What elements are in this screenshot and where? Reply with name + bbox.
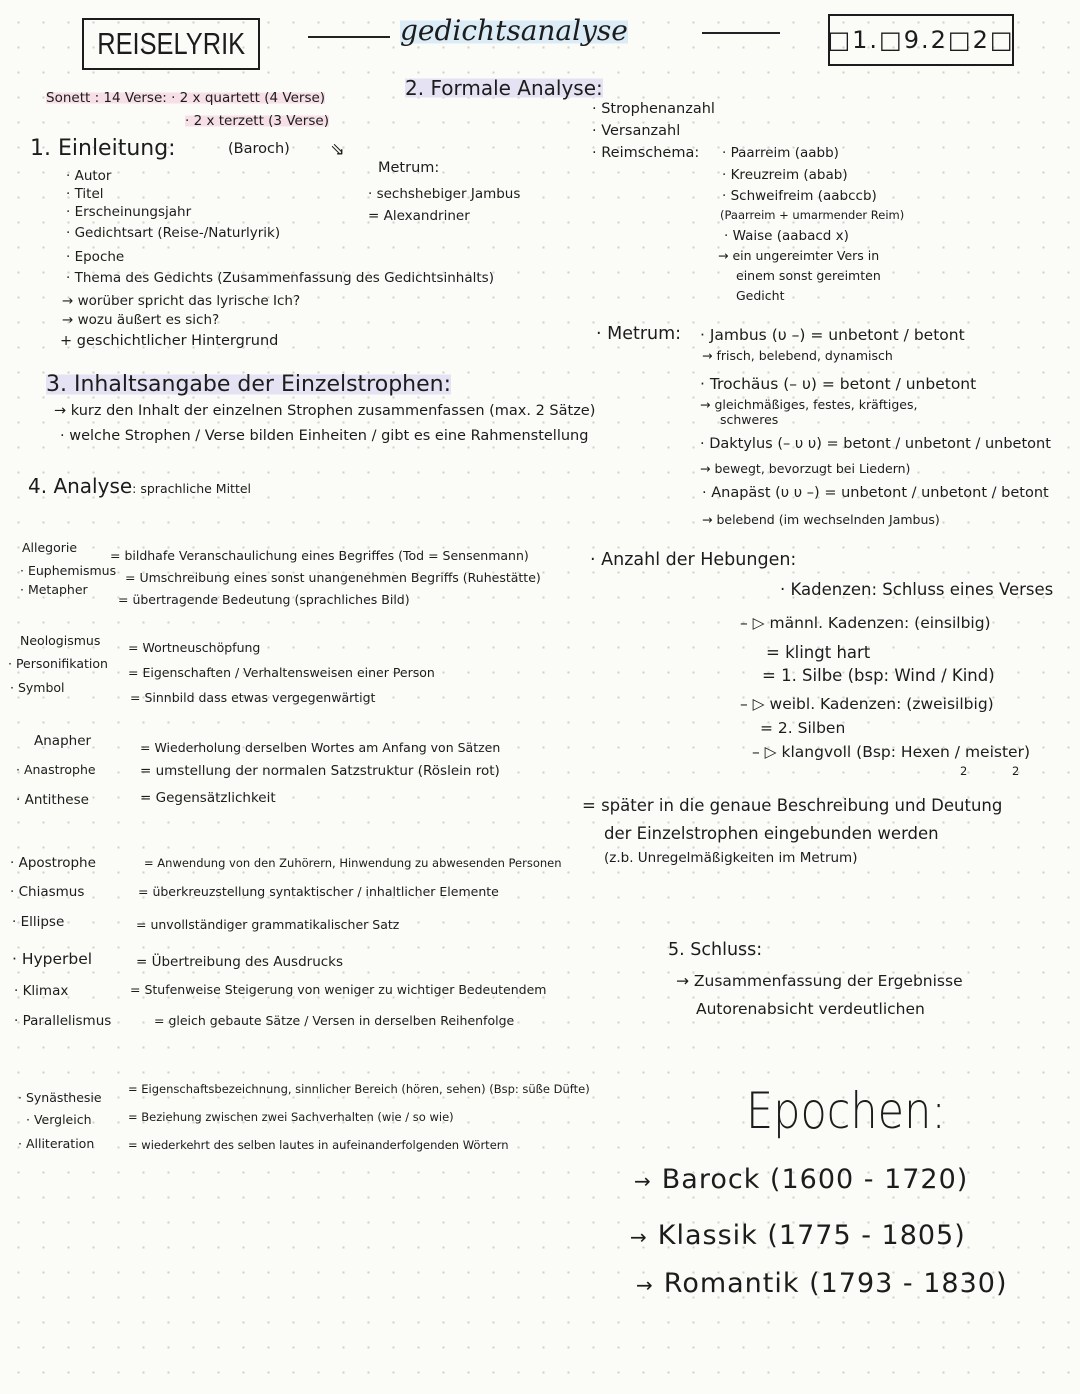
metrum-line: → belebend (im wechselnden Jambus) <box>702 512 940 527</box>
metrum-small-heading: Metrum: <box>378 160 440 176</box>
subtitle: gedichtsanalyse <box>400 14 628 47</box>
stilmittel-term: Allegorie <box>22 540 78 555</box>
stilmittel-term: · Metapher <box>20 582 88 597</box>
stilmittel-def: = Wortneuschöpfung <box>128 640 261 655</box>
stilmittel-def: = Anwendung von den Zuhörern, Hinwendung zu abwesenden Personen <box>144 856 562 870</box>
stilmittel-def: = umstellung der normalen Satzstruktur (Röslein rot) <box>140 763 500 779</box>
stilmittel-def: = Umschreibung eines sonst unangenehmen Begriffs (Ruhestätte) <box>125 570 541 585</box>
einleitung-item: · Gedichtsart (Reise-/Naturlyrik) <box>66 225 281 241</box>
einleitung-item: → wozu äußert es sich? <box>62 312 220 328</box>
inhalt-line-2: · welche Strophen / Verse bilden Einheiten / gibt es eine Rahmenstellung <box>60 428 589 444</box>
stilmittel-term: · Vergleich <box>26 1112 92 1127</box>
title-box <box>82 18 260 70</box>
reim-item: · Waise (aabacd x) <box>724 228 849 244</box>
reim-item: · Kreuzreim (abab) <box>722 167 848 183</box>
stilmittel-term: · Klimax <box>14 983 69 999</box>
stilmittel-def: = Gegensätzlichkeit <box>140 790 276 806</box>
schluss-line-1: → Zusammenfassung der Ergebnisse <box>676 972 963 990</box>
reim-item: Gedicht <box>736 288 785 303</box>
stilmittel-term: Anapher <box>34 733 92 749</box>
stilmittel-def: = Stufenweise Steigerung von weniger zu wichtiger Bedeutendem <box>130 982 547 997</box>
stilmittel-def: = Beziehung zwischen zwei Sachverhalten (wie / so wie) <box>128 1110 454 1124</box>
arrow-icon: → <box>636 1273 654 1297</box>
inhalt-heading: 3. Inhaltsangabe der Einzelstrophen: <box>46 372 452 397</box>
page-title: REISELYRIK <box>97 26 245 61</box>
spaeter-line-3: (z.b. Unregelmäßigkeiten im Metrum) <box>604 850 858 866</box>
spaeter-line-2: der Einzelstrophen eingebunden werden <box>604 824 939 843</box>
hebungen-sub: 2 <box>1012 764 1020 778</box>
metrum-line: · Trochäus (– υ) = betont / unbetont <box>700 375 977 393</box>
formale-item: · Strophenanzahl <box>592 101 715 117</box>
einleitung-heading: 1. Einleitung: <box>30 136 176 161</box>
metrum-line: · Daktylus (– υ υ) = betont / unbetont / unbetont <box>700 436 1051 452</box>
hebungen-line: = 1. Silbe (bsp: Wind / Kind) <box>762 666 995 685</box>
sonett-epoch: (Baroch) <box>228 141 290 157</box>
arrow-icon: → <box>634 1169 652 1193</box>
stilmittel-term: · Apostrophe <box>10 855 96 871</box>
stilmittel-term: · Personifikation <box>8 656 108 671</box>
schluss-line-2: Autorenabsicht verdeutlichen <box>696 1000 925 1018</box>
stilmittel-term: · Anastrophe <box>16 762 96 777</box>
stilmittel-term: · Euphemismus <box>20 563 117 578</box>
inhalt-line-1: → kurz den Inhalt der einzelnen Strophen zusammenfassen (max. 2 Sätze) <box>54 403 596 419</box>
einleitung-item: · Titel <box>66 186 104 202</box>
metrum-line: · Jambus (υ –) = unbetont / betont <box>700 326 965 344</box>
stilmittel-def: = wiederkehrt des selben lautes in aufeinanderfolgenden Wörtern <box>128 1138 509 1152</box>
stilmittel-term: · Antithese <box>16 792 89 808</box>
stilmittel-term: · Symbol <box>10 680 65 695</box>
einleitung-item: + geschichtlicher Hintergrund <box>60 333 279 349</box>
hebungen-line: – ▷ weibl. Kadenzen: (zweisilbig) <box>740 695 994 713</box>
stilmittel-def: = Eigenschaften / Verhaltensweisen einer Person <box>128 665 435 680</box>
metrum-line: → bewegt, bevorzugt bei Liedern) <box>700 461 911 476</box>
einleitung-item: · Erscheinungsjahr <box>66 204 192 220</box>
stilmittel-def: = unvollständiger grammatikalischer Satz <box>136 917 400 932</box>
hebungen-sub: 2 <box>960 764 968 778</box>
hebungen-line: = 2. Silben <box>760 719 846 737</box>
metrum-small-item: = Alexandriner <box>368 208 470 224</box>
reim-item: → ein ungereimter Vers in <box>718 248 880 263</box>
reim-item: (Paarreim + umarmender Reim) <box>720 208 905 222</box>
schluss-heading: 5. Schluss: <box>668 940 763 960</box>
arrow-icon: → <box>630 1225 648 1249</box>
metrum-line: → frisch, belebend, dynamisch <box>702 348 893 363</box>
sonett-line-2: · 2 x terzett (3 Verse) <box>185 113 329 129</box>
stilmittel-def: = übertragende Bedeutung (sprachliches Bild) <box>118 592 410 607</box>
reim-item: einem sonst gereimten <box>736 268 881 283</box>
einleitung-item: → worüber spricht das lyrische Ich? <box>62 293 301 309</box>
date: □1.□9.2□2□ <box>827 26 1015 54</box>
stilmittel-def: = Sinnbild dass etwas vergegenwärtigt <box>130 690 376 705</box>
reim-item: · Schweifreim (aabccb) <box>722 188 877 204</box>
stilmittel-def: = Wiederholung derselben Wortes am Anfang von Sätzen <box>140 740 501 755</box>
stilmittel-term: · Ellipse <box>12 914 65 930</box>
analyse-heading: 4. Analyse: sprachliche Mittel <box>28 474 252 498</box>
einleitung-item: · Autor <box>66 168 112 184</box>
epochen-heading: Epochen: <box>746 1082 946 1140</box>
epoche-klassik: → Klassik (1775 - 1805) <box>630 1220 966 1251</box>
einleitung-item: · Thema des Gedichts (Zusammenfassung des Gedichtsinhalts) <box>66 270 494 286</box>
stilmittel-term: · Parallelismus <box>14 1013 112 1029</box>
formale-heading: 2. Formale Analyse: <box>405 76 603 100</box>
stilmittel-def: = überkreuzstellung syntaktischer / inhaltlicher Elemente <box>138 884 499 899</box>
reim-item: · Paarreim (aabb) <box>722 145 839 161</box>
epoche-romantik: → Romantik (1793 - 1830) <box>636 1268 1008 1299</box>
stilmittel-def: = bildhafe Veranschaulichung eines Begriffes (Tod = Sensenmann) <box>110 548 529 563</box>
formale-item: · Versanzahl <box>592 123 681 139</box>
hebungen-line: – ▷ männl. Kadenzen: (einsilbig) <box>740 614 991 632</box>
stilmittel-term: · Hyperbel <box>12 950 93 968</box>
stilmittel-term: · Chiasmus <box>10 884 85 900</box>
stilmittel-def: = Übertreibung des Ausdrucks <box>136 954 344 970</box>
metrum-line: → gleichmäßiges, festes, kräftiges, <box>700 397 918 412</box>
header-rule-right <box>702 32 780 34</box>
stilmittel-term: Neologismus <box>20 633 101 648</box>
header-rule-left <box>308 36 390 38</box>
metrum-line: · Anapäst (υ υ –) = unbetont / unbetont / betont <box>702 485 1049 501</box>
stilmittel-term: · Synästhesie <box>18 1090 102 1105</box>
stilmittel-term: · Alliteration <box>18 1136 95 1151</box>
hebungen-heading: · Anzahl der Hebungen: <box>590 550 797 570</box>
metrum-label: · Metrum: <box>596 324 682 344</box>
metrum-small-item: · sechshebiger Jambus <box>368 186 521 202</box>
sonett-line-1: Sonett : 14 Verse: · 2 x quartett (4 Verse) <box>46 90 326 106</box>
metrum-line: schweres <box>720 412 779 427</box>
spaeter-line-1: = später in die genaue Beschreibung und Deutung <box>582 796 1003 815</box>
einleitung-item: · Epoche <box>66 249 125 265</box>
hebungen-line: · Kadenzen: Schluss eines Verses <box>780 580 1054 599</box>
stilmittel-def: = gleich gebaute Sätze / Versen in derselben Reihenfolge <box>154 1013 515 1028</box>
hebungen-line: = klingt hart <box>766 643 871 662</box>
metrum-arrow: ⇘ <box>330 140 345 160</box>
formale-item: · Reimschema: <box>592 145 700 161</box>
epoche-barock: → Barock (1600 - 1720) <box>634 1164 969 1195</box>
date-box <box>828 14 1014 66</box>
stilmittel-def: = Eigenschaftsbezeichnung, sinnlicher Bereich (hören, sehen) (Bsp: süße Düfte) <box>128 1082 590 1096</box>
hebungen-line: – ▷ klangvoll (Bsp: Hexen / meister) <box>752 743 1031 761</box>
